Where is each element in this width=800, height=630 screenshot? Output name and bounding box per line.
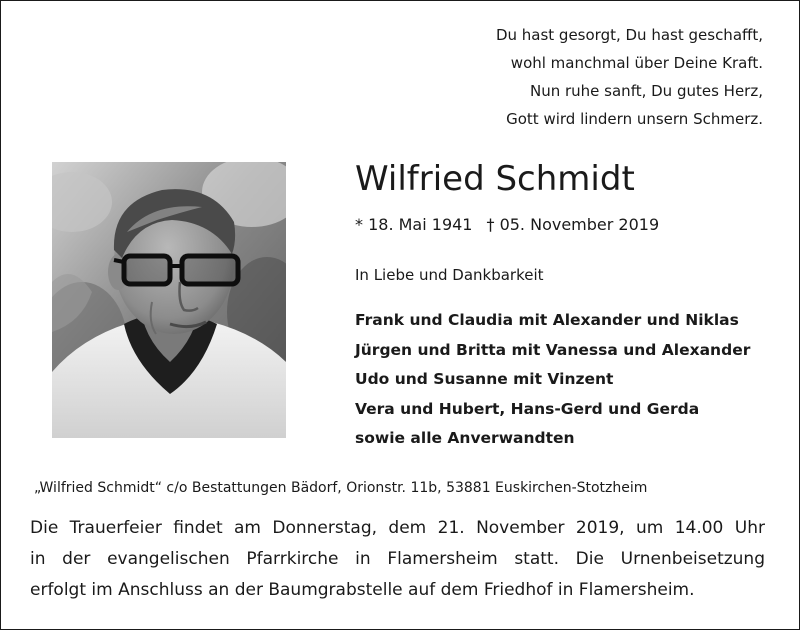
verse-line: wohl manchmal über Deine Kraft. [510, 54, 763, 72]
verse-line: Gott wird lindern unsern Schmerz. [506, 110, 763, 128]
ceremony-line: Die Trauerfeier findet am Donnerstag, dem 21. November 2019, um 14.00 Uhr [30, 518, 765, 538]
mourner-entry: sowie alle Anverwandten [355, 429, 575, 447]
verse-line: Du hast gesorgt, Du hast geschafft, [495, 26, 763, 44]
deceased-name: Wilfried Schmidt [355, 159, 635, 199]
mourners-list [355, 306, 750, 454]
mourner-entry: Frank und Claudia mit Alexander und Niklas [355, 311, 739, 329]
mourner-entry: Vera und Hubert, Hans-Gerd und Gerda [355, 399, 700, 418]
ceremony-details [30, 513, 765, 606]
verse-line: Nun ruhe sanft, Du gutes Herz, [530, 82, 763, 100]
mourner-entry: Udo und Susanne mit Vinzent [355, 370, 614, 388]
mourner-entry: Jürgen und Britta mit Vanessa und Alexander [355, 340, 751, 359]
death-date: † 05. November 2019 [486, 215, 660, 234]
portrait-photo [52, 162, 286, 438]
ceremony-line: in der evangelischen Pfarrkirche in Flamersheim statt. Die Urnenbeisetzung [30, 549, 765, 569]
dedication-line: In Liebe und Dankbarkeit [355, 266, 544, 284]
ceremony-line: erfolgt im Anschluss an der Baumgrabstelle auf dem Friedhof in Flamersheim. [30, 580, 695, 600]
birth-date: * 18. Mai 1941 [355, 215, 473, 234]
condolence-address: „Wilfried Schmidt“ c/o Bestattungen Bädorf, Orionstr. 11b, 53881 Euskirchen-Stotzheim [34, 480, 648, 496]
memorial-verse [496, 21, 763, 133]
life-dates [355, 213, 659, 237]
